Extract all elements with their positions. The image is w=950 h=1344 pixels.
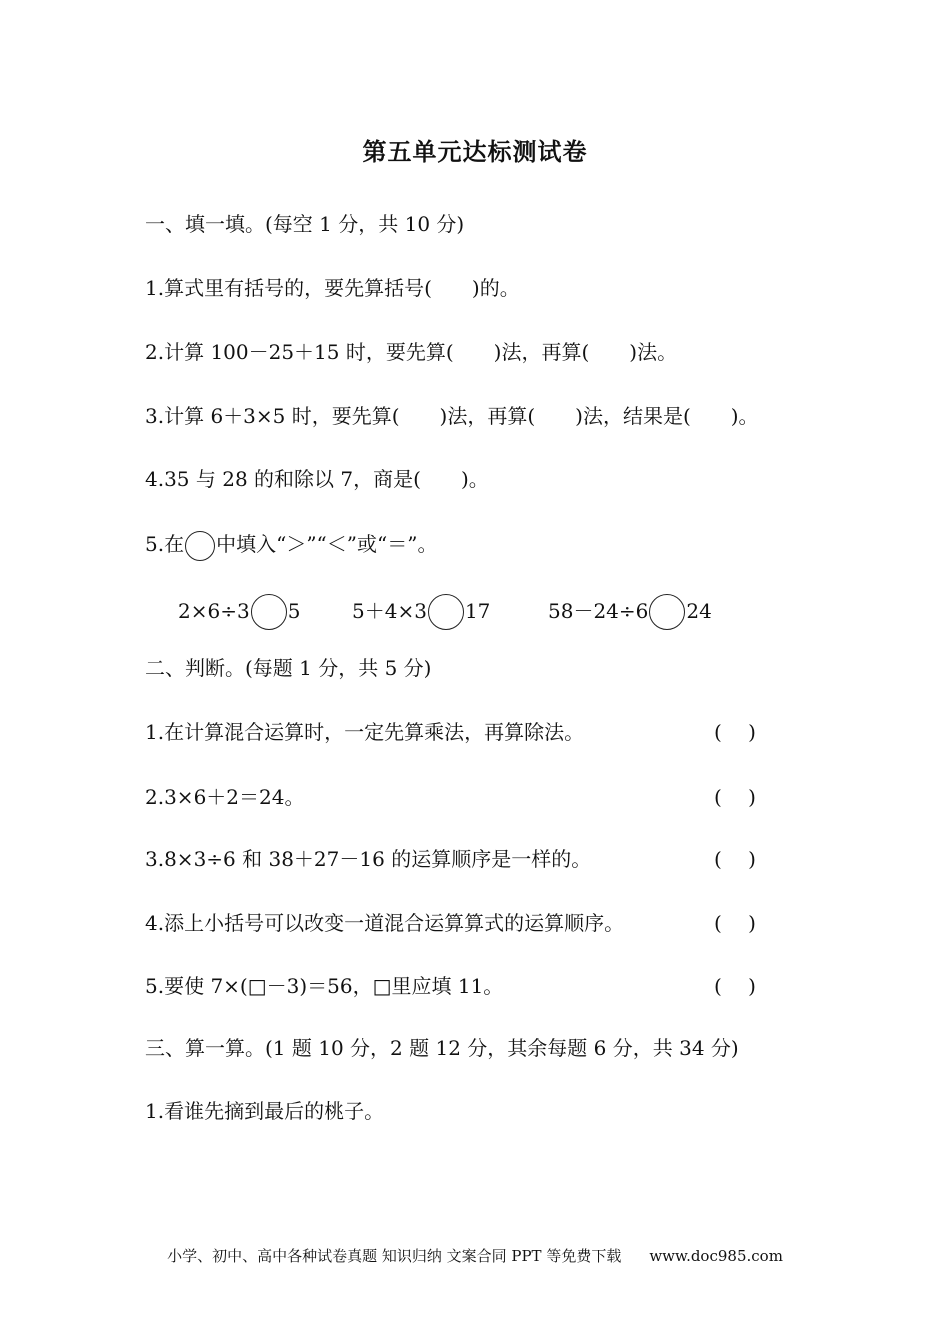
question-3-1: 1.看谁先摘到最后的桃子。 <box>145 1099 385 1123</box>
judge-bracket[interactable]: ( ) <box>714 974 756 998</box>
judge-item: 1.在计算混合运算时，一定先算乘法，再算除法。 <box>145 720 585 744</box>
circle-blank-icon <box>185 531 215 561</box>
section3-heading: 三、算一算。(1 题 10 分，2 题 12 分，其余每题 6 分，共 34 分) <box>145 1036 739 1060</box>
judge-item: 2.3×6＋2＝24。 <box>145 785 305 809</box>
question-1-5: 5.在 中填入“＞”“＜”或“＝”。 <box>145 530 437 561</box>
page-title: 第五单元达标测试卷 <box>362 138 588 166</box>
judge-item: 5.要使 7×(□－3)＝56，□里应填 11。 <box>145 974 504 998</box>
judge-item: 4.添上小括号可以改变一道混合运算算式的运算顺序。 <box>145 911 625 935</box>
answer-circle[interactable] <box>251 594 287 630</box>
question-1-1: 1.算式里有括号的，要先算括号( )的。 <box>145 276 520 300</box>
answer-circle[interactable] <box>428 594 464 630</box>
judge-bracket[interactable]: ( ) <box>714 847 756 871</box>
judge-item: 3.8×3÷6 和 38＋27－16 的运算顺序是一样的。 <box>145 847 592 871</box>
answer-circle[interactable] <box>649 594 685 630</box>
comparison-item: 5＋4×3 17 <box>352 594 490 630</box>
section1-heading: 一、填一填。(每空 1 分，共 10 分) <box>145 212 465 236</box>
judge-bracket[interactable]: ( ) <box>714 785 756 809</box>
judge-bracket[interactable]: ( ) <box>714 911 756 935</box>
question-1-2: 2.计算 100－25＋15 时，要先算( )法，再算( )法。 <box>145 340 678 364</box>
comparison-item: 2×6÷3 5 <box>178 594 300 630</box>
section2-heading: 二、判断。(每题 1 分，共 5 分) <box>145 656 432 680</box>
comparison-expressions <box>0 594 950 634</box>
footer-text: 小学、初中、高中各种试卷真题 知识归纳 文案合同 PPT 等免费下载 <box>167 1247 622 1265</box>
page-footer <box>0 1245 950 1266</box>
question-1-4: 4.35 与 28 的和除以 7，商是( )。 <box>145 467 489 491</box>
question-1-3: 3.计算 6＋3×5 时，要先算( )法，再算( )法，结果是( )。 <box>145 404 759 428</box>
judge-bracket[interactable]: ( ) <box>714 720 756 744</box>
comparison-item: 58－24÷6 24 <box>548 594 712 630</box>
footer-url[interactable]: www.doc985.com <box>649 1247 783 1265</box>
